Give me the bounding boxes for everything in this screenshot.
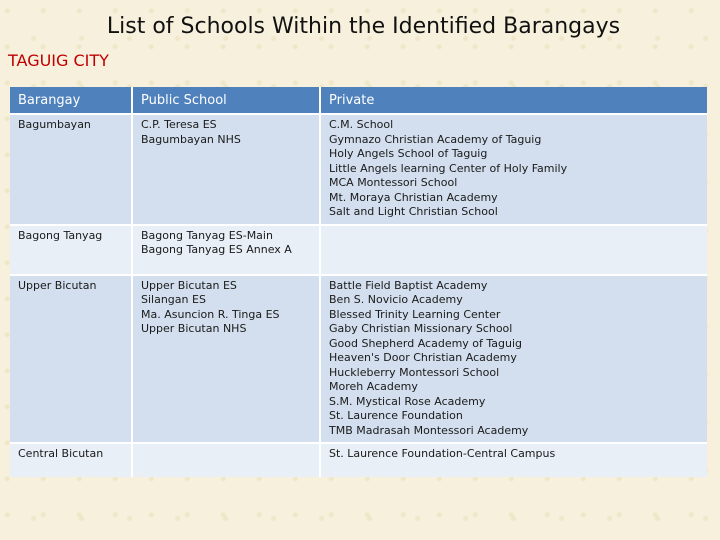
school-name: St. Laurence Foundation-Central Campus [329, 447, 556, 460]
table-row [10, 225, 707, 275]
school-name: St. Laurence Foundation [329, 409, 463, 422]
school-name: S.M. Mystical Rose Academy [329, 394, 486, 408]
header-private: Private [320, 87, 707, 114]
barangay-cell: Bagumbayan [10, 114, 132, 225]
school-name: Mt. Moraya Christian Academy [329, 190, 498, 204]
table-row [10, 114, 707, 225]
public-school-cell [132, 275, 320, 444]
school-name: Holy Angels School of Taguig [329, 147, 488, 160]
table-row [10, 275, 707, 444]
school-name: Salt and Light Christian School [329, 205, 498, 218]
barangay-cell: Upper Bicutan [10, 275, 132, 444]
school-name: Gymnazo Christian Academy of Taguig [329, 132, 542, 146]
school-name: C.P. Teresa ES [141, 118, 217, 131]
school-name: Gaby Christian Missionary School [329, 322, 513, 335]
school-name: Blessed Trinity Learning Center [329, 307, 501, 321]
school-name: Good Shepherd Academy of Taguig [329, 336, 523, 350]
school-name: Moreh Academy [329, 380, 418, 393]
public-school-cell [132, 114, 320, 225]
school-name: Upper Bicutan ES [141, 278, 237, 292]
school-name: Bagong Tanyag ES-Main [141, 228, 273, 242]
private-school-cell [320, 114, 707, 225]
page-title: List of Schools Within the Identified Barangays [106, 14, 621, 39]
school-name: Heaven's Door Christian Academy [329, 351, 517, 364]
school-name: Bagumbayan NHS [141, 132, 241, 146]
school-name: C.M. School [329, 118, 394, 131]
table-header-row [10, 87, 707, 114]
public-school-cell [132, 225, 320, 275]
school-name: Huckleberry Montessori School [329, 365, 500, 379]
city-heading: TAGUIG CITY [8, 51, 109, 70]
school-name: Silangan ES [141, 293, 206, 306]
school-name: Bagong Tanyag ES Annex A [141, 243, 292, 256]
school-name: Little Angels learning Center of Holy Family [329, 161, 568, 175]
public-school-cell [132, 443, 320, 477]
schools-table [10, 87, 707, 477]
private-school-cell [320, 225, 707, 275]
private-school-cell [320, 443, 707, 477]
school-name: Ben S. Novicio Academy [329, 293, 463, 306]
header-public-school: Public School [132, 87, 320, 114]
school-name: Battle Field Baptist Academy [329, 278, 488, 292]
barangay-cell: Bagong Tanyag [10, 225, 132, 275]
barangay-cell: Central Bicutan [10, 443, 132, 477]
school-name: MCA Montessori School [329, 176, 458, 189]
school-name: Ma. Asuncion R. Tinga ES [141, 307, 280, 321]
header-barangay: Barangay [10, 87, 132, 114]
school-name: TMB Madrasah Montessori Academy [329, 423, 529, 437]
school-name: Upper Bicutan NHS [141, 322, 247, 335]
table-row [10, 443, 707, 477]
private-school-cell [320, 275, 707, 444]
